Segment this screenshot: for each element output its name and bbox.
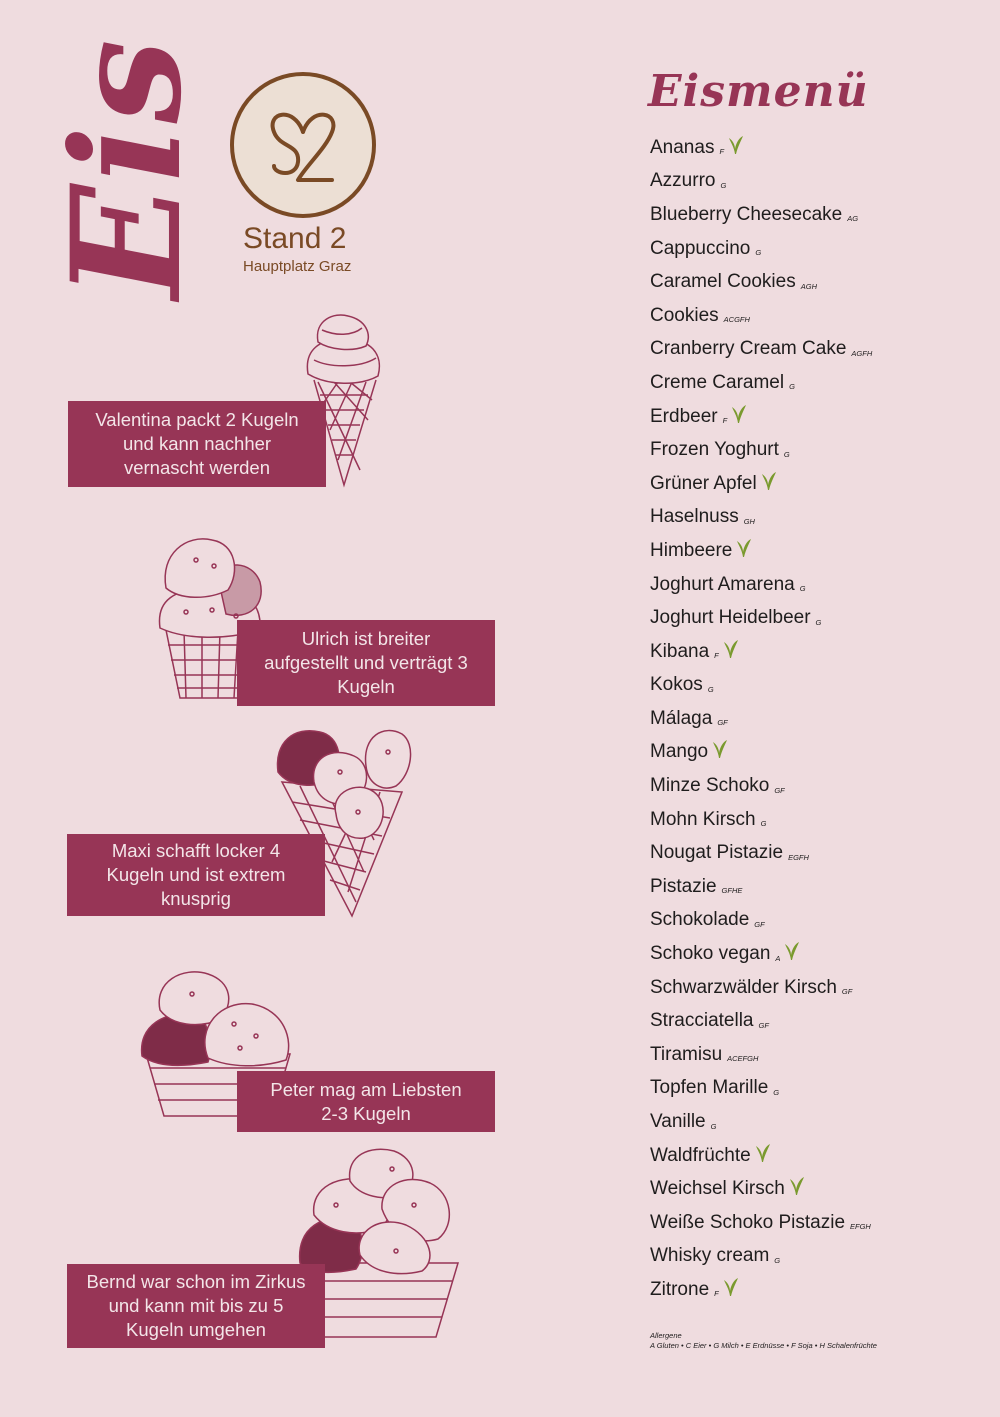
allergen-codes: EGFH	[788, 852, 809, 862]
flavor-item	[650, 198, 872, 232]
allergen-codes: A	[775, 953, 781, 963]
flavor-item	[650, 669, 872, 703]
flavor-item	[650, 1004, 872, 1038]
allergen-codes: AG	[847, 214, 859, 224]
allergen-codes: F	[714, 1289, 719, 1299]
allergen-codes: F	[719, 147, 725, 157]
caption-line: Ulrich ist breiter	[301, 628, 431, 649]
flavor-item	[650, 836, 872, 870]
caption-line: Kugeln	[337, 676, 395, 697]
flavor-name: Erdbeer	[650, 405, 718, 427]
allergen-codes: G	[755, 248, 762, 258]
stand-title: Stand 2	[243, 222, 347, 255]
vegan-leaf-icon	[761, 471, 777, 491]
allergen-legend	[650, 1331, 877, 1351]
allergen-codes: GF	[774, 785, 785, 795]
flavor-item	[650, 971, 872, 1005]
stand-subtitle: Hauptplatz Graz	[243, 258, 352, 275]
flavor-item	[650, 467, 872, 501]
flavor-name: Ananas	[650, 136, 715, 158]
flavor-item	[650, 870, 872, 904]
caption-peter	[237, 1071, 495, 1132]
allergen-codes: G	[789, 382, 795, 392]
caption-bernd	[67, 1264, 325, 1348]
allergen-codes: G	[774, 1255, 781, 1265]
allergen-codes: G	[707, 684, 714, 694]
allergen-codes: G	[710, 1121, 717, 1131]
flavor-item	[650, 568, 872, 602]
flavor-name: Cappuccino	[650, 237, 751, 259]
flavor-item	[650, 769, 872, 803]
flavor-item	[650, 1139, 872, 1173]
caption-line: aufgestellt und verträgt 3	[264, 652, 468, 673]
flavor-name: Cranberry Cream Cake	[650, 338, 847, 360]
caption-line: Kugeln umgehen	[126, 1319, 266, 1340]
flavor-item	[650, 702, 872, 736]
flavor-item	[650, 937, 872, 971]
flavor-name: Tiramisu	[650, 1043, 723, 1065]
flavor-name: Grüner Apfel	[650, 472, 757, 494]
flavor-item	[650, 1240, 872, 1274]
caption-line: Kugeln und ist extrem	[106, 864, 286, 885]
allergen-codes: ACEFGH	[727, 1054, 759, 1064]
flavor-item	[650, 232, 872, 266]
vegan-leaf-icon	[736, 538, 752, 558]
caption-line: Bernd war schon im Zirkus	[86, 1271, 306, 1292]
caption-line: und kann mit bis zu 5	[108, 1295, 284, 1316]
flavor-name: Schokolade	[650, 909, 750, 931]
flavor-name: Blueberry Cheesecake	[650, 203, 843, 225]
flavor-name: Weichsel Kirsch	[650, 1178, 785, 1200]
flavor-name: Schwarzwälder Kirsch	[650, 976, 837, 998]
allergen-codes: AGFH	[851, 348, 873, 358]
flavor-item	[650, 501, 872, 535]
vegan-leaf-icon	[728, 135, 744, 155]
flavor-name: Pistazie	[650, 875, 717, 897]
allergen-codes: G	[773, 1087, 780, 1097]
flavor-item	[650, 1105, 872, 1139]
caption-line: vernascht werden	[123, 457, 271, 478]
allergen-codes: G	[783, 449, 790, 459]
vegan-leaf-icon	[784, 941, 800, 961]
caption-line: Peter mag am Liebsten	[270, 1078, 462, 1100]
caption-valentina	[68, 401, 326, 487]
allergen-codes: GF	[841, 987, 853, 997]
flavor-item	[650, 1206, 872, 1240]
flavor-name: Schoko vegan	[650, 943, 771, 965]
allergen-codes: F	[722, 416, 728, 426]
allergen-codes: GH	[743, 516, 755, 526]
allergen-codes: GFHE	[721, 886, 743, 896]
allergen-codes: ACGFH	[723, 315, 750, 325]
flavor-item	[650, 1273, 872, 1307]
allergen-codes: G	[815, 617, 822, 627]
allergen-codes: GF	[758, 1020, 769, 1030]
flavor-item	[650, 904, 872, 938]
flavor-name: Waldfrüchte	[650, 1144, 751, 1166]
flavor-name: Mango	[650, 741, 709, 763]
flavor-name: Joghurt Amarena	[650, 573, 795, 595]
flavor-list	[650, 131, 872, 1307]
caption-line: knusprig	[161, 888, 231, 909]
flavor-name: Mohn Kirsch	[650, 808, 756, 830]
flavor-item	[650, 165, 872, 199]
flavor-name: Topfen Marille	[650, 1077, 769, 1099]
allergen-codes: G	[760, 819, 767, 829]
eis-logo	[34, 37, 219, 299]
allergen-codes: GF	[717, 718, 728, 728]
flavor-name: Cookies	[650, 304, 719, 326]
flavor-item	[650, 333, 872, 367]
allergen-codes: G	[799, 584, 806, 594]
allergen-codes: EFGH	[850, 1222, 871, 1232]
flavor-name: Vanille	[650, 1111, 706, 1133]
vegan-leaf-icon	[789, 1176, 805, 1196]
allergen-codes: AGH	[800, 281, 817, 291]
vegan-leaf-icon	[723, 1277, 739, 1297]
caption-line: 2-3 Kugeln	[321, 1102, 411, 1124]
flavor-name: Weiße Schoko Pistazie	[650, 1211, 846, 1233]
flavor-item	[650, 635, 872, 669]
vegan-leaf-icon	[731, 404, 747, 424]
flavor-item	[650, 433, 872, 467]
stand-2-logo	[228, 70, 378, 220]
caption-maxi	[67, 834, 325, 916]
flavor-item	[650, 736, 872, 770]
flavor-name: Frozen Yoghurt	[650, 439, 779, 461]
flavor-item	[650, 299, 872, 333]
eis-logo-text: Eis	[38, 37, 215, 299]
flavor-name: Azzurro	[650, 170, 716, 192]
flavor-item	[650, 534, 872, 568]
flavor-name: Kibana	[650, 640, 710, 662]
allergen-codes: G	[720, 180, 727, 190]
flavor-item	[650, 366, 872, 400]
allergen-legend-title: Allergene	[650, 1331, 682, 1340]
flavor-item	[650, 1038, 872, 1072]
allergen-codes: GF	[754, 919, 765, 929]
caption-ulrich	[237, 620, 495, 706]
flavor-name: Minze Schoko	[650, 775, 770, 797]
flavor-item	[650, 803, 872, 837]
flavor-name: Kokos	[650, 674, 703, 696]
flavor-item	[650, 1072, 872, 1106]
flavor-item	[650, 131, 872, 165]
caption-line: Valentina packt 2 Kugeln	[95, 409, 299, 430]
flavor-item	[650, 601, 872, 635]
flavor-name: Zitrone	[650, 1278, 710, 1300]
flavor-name: Málaga	[650, 707, 713, 729]
flavor-name: Caramel Cookies	[650, 271, 796, 293]
caption-line: Maxi schafft locker 4	[111, 840, 281, 861]
flavor-name: Haselnuss	[650, 506, 739, 528]
vegan-leaf-icon	[712, 739, 728, 759]
flavor-name: Whisky cream	[650, 1245, 770, 1267]
flavor-name: Creme Caramel	[650, 371, 785, 393]
flavor-name: Himbeere	[650, 539, 733, 561]
flavor-name: Stracciatella	[650, 1010, 754, 1032]
flavor-item	[650, 400, 872, 434]
menu-title: Eismenü	[648, 66, 869, 117]
flavor-item	[650, 1172, 872, 1206]
caption-line: und kann nachher	[122, 433, 272, 454]
vegan-leaf-icon	[755, 1143, 771, 1163]
flavor-item	[650, 265, 872, 299]
allergen-codes: F	[714, 651, 719, 661]
vegan-leaf-icon	[723, 639, 739, 659]
allergen-legend-text: A Gluten • C Eier • G Milch • E Erdnüsse • F Soja • H Schalenfrüchte	[650, 1341, 877, 1350]
flavor-name: Nougat Pistazie	[650, 842, 784, 864]
flavor-name: Joghurt Heidelbeer	[650, 607, 811, 629]
